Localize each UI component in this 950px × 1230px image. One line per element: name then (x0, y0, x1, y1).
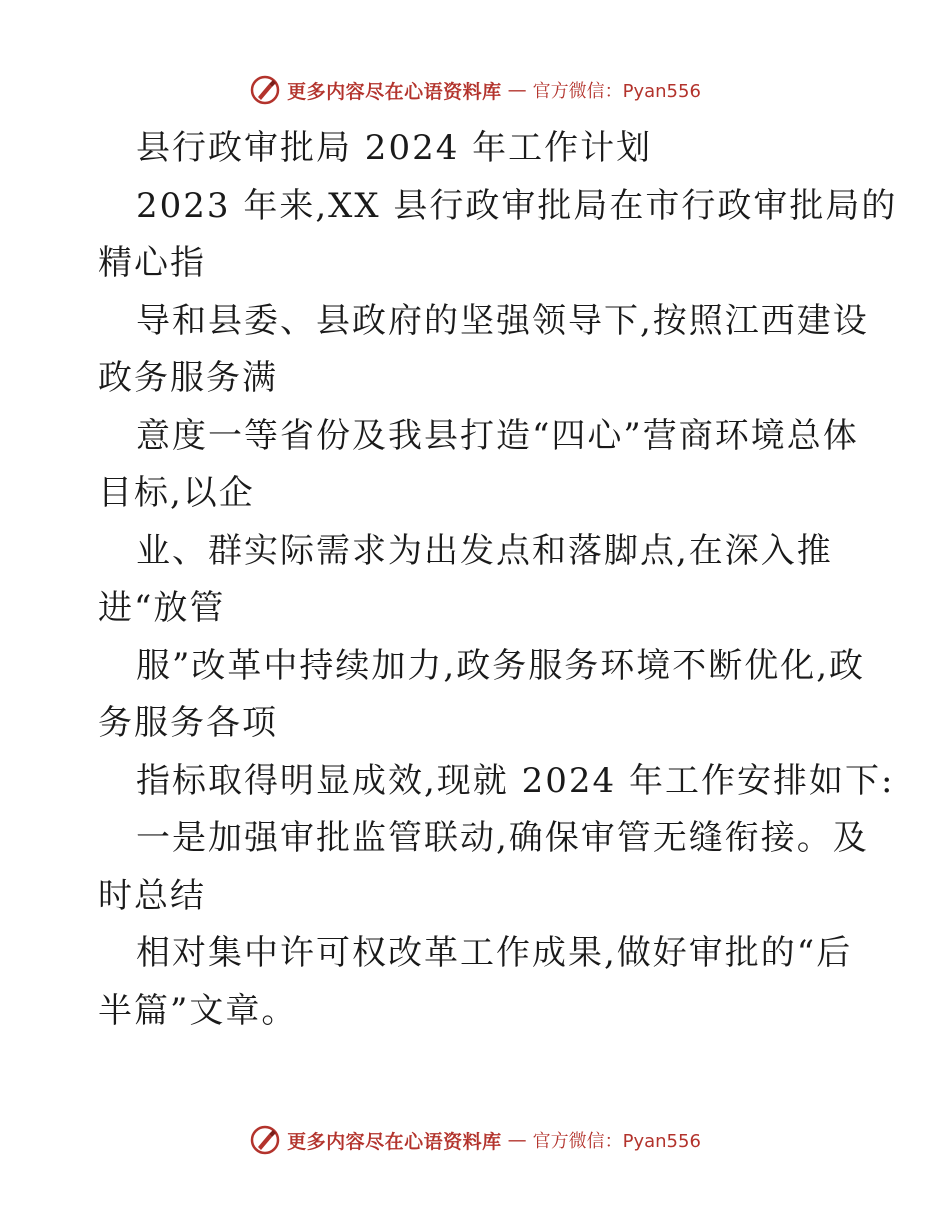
paragraph-line: 2023 年来,XX 县行政审批局在市行政审批局的 (136, 185, 898, 226)
footer-separator: — (507, 1129, 527, 1151)
header-promo-text: 更多内容尽在心语资料库 (287, 80, 502, 103)
document-body (98, 120, 898, 1040)
paragraph-line: 半篇”文章。 (98, 990, 298, 1031)
paragraph-line: 一是加强审批监管联动,确保审管无缝衔接。及 (136, 818, 869, 858)
paragraph-line: 导和县委、县政府的坚强领导下,按照江西建设 (136, 300, 869, 341)
footer-contact-text: 官方微信：Pyan556 (532, 1131, 701, 1152)
paragraph-line: 政务服务满 (98, 358, 278, 398)
header-separator: — (507, 79, 527, 101)
header-banner (0, 70, 950, 110)
paragraph-line: 时总结 (98, 875, 206, 916)
paragraph-line: 进“放管 (98, 588, 226, 628)
document-title: 县行政审批局 2024 年工作计划 (136, 128, 653, 168)
footer-promo-text: 更多内容尽在心语资料库 (287, 1130, 502, 1153)
paragraph-line: 服”改革中持续加力,政务服务环境不断优化,政 (136, 645, 865, 686)
paragraph-line: 业、群实际需求为出发点和落脚点,在深入推 (136, 530, 833, 571)
paragraph-line: 务服务各项 (98, 703, 278, 743)
paragraph-line: 精心指 (98, 243, 206, 283)
pen-logo-icon (249, 74, 281, 106)
pen-logo-icon (249, 1124, 281, 1156)
paragraph-line: 相对集中许可权改革工作成果,做好审批的“后 (136, 933, 853, 973)
header-contact-text: 官方微信：Pyan556 (532, 81, 701, 102)
footer-banner (0, 1120, 950, 1160)
paragraph-line: 指标取得明显成效,现就 2024 年工作安排如下: (136, 760, 895, 801)
paragraph-line: 意度一等省份及我县打造“四心”营商环境总体 (136, 415, 859, 456)
paragraph-line: 目标,以企 (98, 473, 255, 513)
